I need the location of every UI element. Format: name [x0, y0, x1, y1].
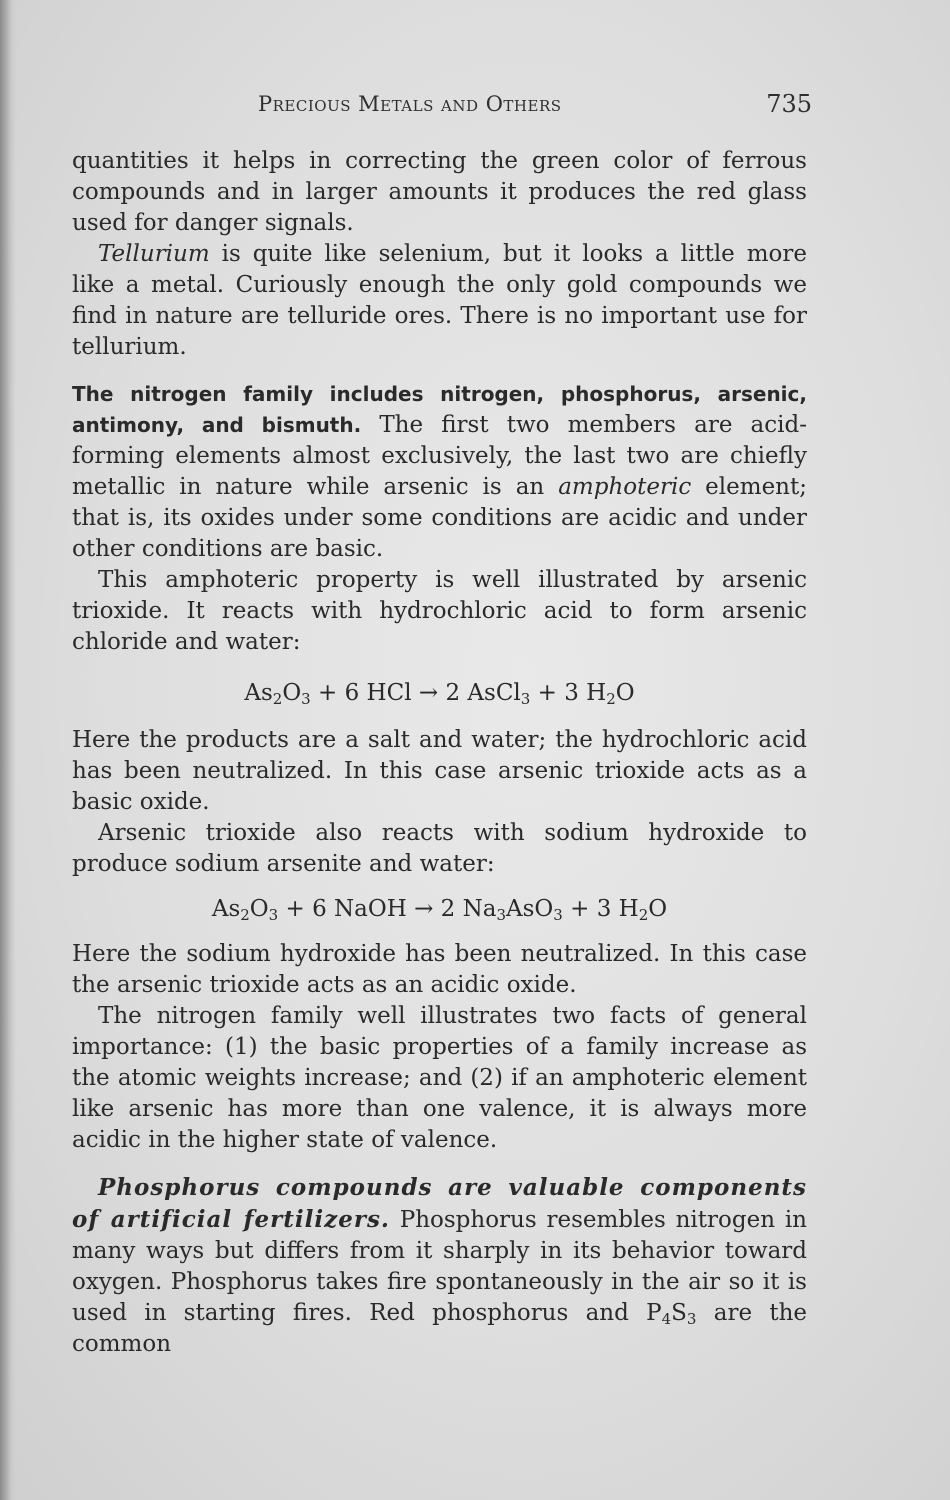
- equation-naoh: [72, 894, 807, 925]
- eq1-subscript: 2: [606, 690, 616, 708]
- eq2-part: AsO: [506, 896, 554, 922]
- nitrogen-family-text-2: element; that is, its oxides under some conditions are acidic and under other conditions are basic.: [72, 474, 807, 562]
- equation-hcl: [72, 678, 807, 709]
- eq2-subscript: 3: [553, 906, 563, 924]
- body-text: [72, 146, 807, 1360]
- eq1-part: + 6 HCl → 2 AsCl: [310, 680, 521, 706]
- phosphorus-text-2: are the common: [72, 1300, 807, 1357]
- paragraph-amphoteric: [72, 565, 807, 658]
- eq1-subscript: 3: [301, 690, 311, 708]
- eq1-subscript: 2: [272, 690, 283, 708]
- phosphorus-subscript: 3: [686, 1310, 697, 1328]
- eq1-part: As: [244, 680, 273, 706]
- tellurium-term: Tellurium: [98, 241, 210, 267]
- page-number: 735: [766, 90, 812, 118]
- eq2-subscript: 3: [268, 906, 279, 924]
- paragraph-basic-oxide: [72, 725, 807, 818]
- eq1-part: + 3 H: [530, 680, 607, 706]
- running-head: Precious Metals and Others: [258, 92, 562, 116]
- nitrogen-family-heading: The nitrogen family includes nitrogen, phosphorus, arsenic, antimony, and bismuth.: [72, 382, 807, 437]
- paragraph-tellurium: [72, 239, 807, 363]
- paragraph-general-facts: [72, 1001, 807, 1156]
- gutter-shadow: [0, 0, 16, 1500]
- phosphorus-text-mid: S: [671, 1300, 687, 1326]
- eq2-part: As: [211, 896, 241, 922]
- paragraph-amphoteric-text: This amphoteric property is well illustrated by arsenic trioxide. It reacts with hydrochloric acid to form arsenic chloride and water:: [72, 567, 807, 655]
- paragraph-acidic-oxide: [72, 939, 807, 1001]
- paragraph-1: [72, 146, 807, 239]
- eq2-part: O: [648, 896, 668, 922]
- amphoteric-term: amphoteric: [558, 474, 692, 500]
- eq2-part: + 6 NaOH → 2 Na: [278, 896, 497, 922]
- paragraph-general-facts-text: The nitrogen family well illustrates two facts of general importance: (1) the basic properties of a family increase as the atomic weights increase; and (2) if an amphoteric element like arsenic has more than one valence, it is always more acidic in the higher state of valence.: [72, 1003, 807, 1153]
- paragraph-sodium-hydroxide: [72, 818, 807, 880]
- paragraph-tellurium-text: is quite like selenium, but it looks a little more like a metal. Curiously enough the only gold compounds we find in nature are telluride ores. There is no important use for tellurium.: [72, 241, 807, 360]
- eq2-subscript: 2: [638, 906, 649, 924]
- eq2-subscript: 2: [240, 906, 250, 924]
- eq1-subscript: 3: [520, 690, 531, 708]
- paragraph-1-text: quantities it helps in correcting the green color of ferrous compounds and in larger amounts it produces the red glass used for danger signals.: [72, 148, 807, 236]
- eq2-part: O: [249, 896, 269, 922]
- eq1-part: O: [282, 680, 302, 706]
- paragraph-sodium-hydroxide-text: Arsenic trioxide also reacts with sodium hydroxide to produce sodium arsenite and water:: [72, 820, 807, 877]
- eq2-subscript: 3: [496, 906, 507, 924]
- paragraph-acidic-oxide-text: Here the sodium hydroxide has been neutralized. In this case the arsenic trioxide acts as an acidic oxide.: [72, 941, 807, 998]
- paragraph-basic-oxide-text: Here the products are a salt and water; the hydrochloric acid has been neutralized. In this case arsenic trioxide acts as a basic oxide.: [72, 727, 807, 815]
- nitrogen-family-text-1: The first two members are acid-forming elements almost exclusively, the last two are chiefly metallic in nature while arsenic is an: [72, 412, 807, 500]
- phosphorus-heading: Phosphorus compounds are valuable components of artificial fertilizers.: [72, 1174, 807, 1233]
- phosphorus-text-1: Phosphorus resembles nitrogen in many ways but differs from it sharply in its behavior toward oxygen. Phosphorus takes fire spontaneously in the air so it is used in starting fires. Red phosphorus and P: [72, 1207, 807, 1326]
- paragraph-nitrogen-family: [72, 379, 807, 565]
- phosphorus-subscript: 4: [661, 1310, 672, 1328]
- eq1-part: O: [615, 680, 635, 706]
- paragraph-phosphorus: [72, 1172, 807, 1360]
- eq2-part: + 3 H: [562, 896, 639, 922]
